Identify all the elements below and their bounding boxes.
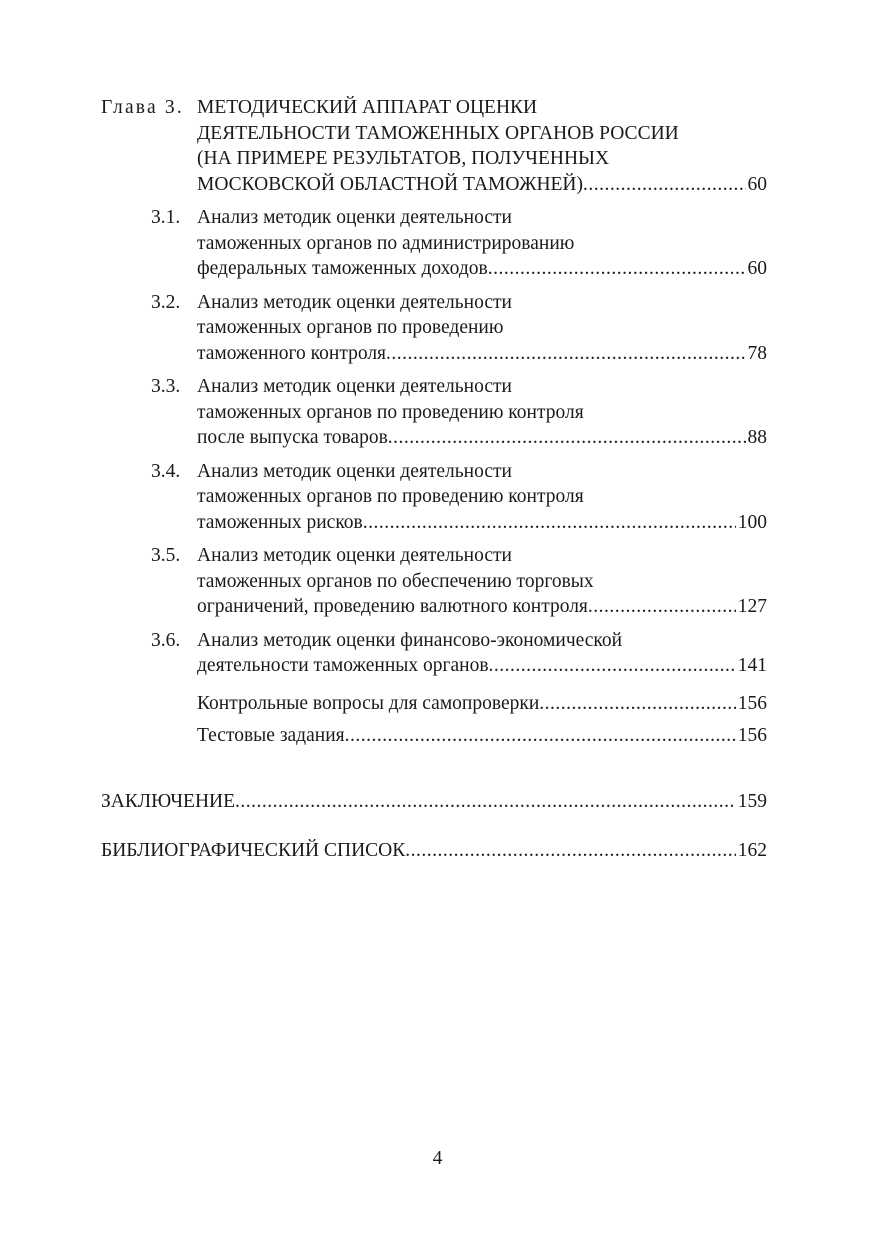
entry-title: БИБЛИОГРАФИЧЕСКИЙ СПИСОК: [101, 840, 406, 861]
section-title-line: Анализ методик оценки финансово-экономической: [197, 629, 623, 651]
toc-section-3-4: [101, 459, 767, 536]
chapter-title-line: ДЕЯТЕЛЬНОСТИ ТАМОЖЕННЫХ ОРГАНОВ РОССИИ: [197, 122, 679, 144]
section-title-line: таможенных органов по обеспечению торговых: [197, 570, 594, 592]
section-number: 3.2.: [151, 291, 181, 313]
section-title-line: ограничений, проведению валютного контроля: [197, 596, 588, 617]
chapter-title-line: МОСКОВСКОЙ ОБЛАСТНОЙ ТАМОЖНЕЙ): [197, 173, 584, 195]
toc-section-3-5: [101, 543, 767, 620]
section-title-line: таможенных органов по проведению контроля: [197, 401, 584, 423]
section-title-last-line: [197, 653, 767, 679]
toc-section-3-3: [101, 374, 767, 451]
toc-section-3-2: [101, 290, 767, 367]
section-title-line: Анализ методик оценки деятельности: [197, 460, 512, 482]
section-title-last-line: [197, 341, 767, 367]
section-title-line: Анализ методик оценки деятельности: [197, 291, 512, 313]
section-number: 3.5.: [151, 545, 181, 566]
leader-dots: [588, 594, 736, 620]
toc-section-3-1: [101, 205, 767, 282]
page-ref: 100: [737, 511, 767, 533]
section-title-last-line: [197, 594, 767, 620]
page-ref: 127: [737, 596, 767, 617]
section-title-line: таможенного контроля: [197, 342, 387, 364]
section-title-last-line: [197, 425, 767, 451]
chapter-title-line: (НА ПРИМЕРЕ РЕЗУЛЬТАТОВ, ПОЛУЧЕННЫХ: [197, 148, 610, 169]
page-ref: 60: [747, 173, 767, 195]
section-title-line: Анализ методик оценки деятельности: [197, 376, 512, 397]
leader-dots: [386, 341, 745, 367]
section-title-line: таможенных органов по проведению контроля: [197, 486, 584, 507]
section-title-line: Анализ методик оценки деятельности: [197, 207, 512, 228]
section-title-line: таможенных органов по проведению: [197, 317, 504, 338]
entry-title: Контрольные вопросы для самопроверки: [197, 692, 540, 714]
page-ref: 88: [747, 427, 767, 448]
leader-dots: [405, 838, 736, 864]
page-ref: 60: [747, 258, 767, 279]
toc-test-tasks: [101, 723, 767, 749]
leader-dots: [345, 723, 736, 749]
section-title-line: после выпуска товаров: [197, 427, 388, 448]
entry-title: Тестовые задания: [197, 725, 345, 746]
leader-dots: [363, 510, 736, 536]
page-ref: 162: [737, 840, 767, 861]
section-number: 3.3.: [151, 376, 181, 397]
section-title-line: деятельности таможенных органов: [197, 655, 489, 676]
section-title-line: таможенных органов по администрированию: [197, 232, 575, 254]
table-of-contents: [101, 95, 767, 864]
section-number: 3.6.: [151, 629, 181, 651]
section-title-line: таможенных рисков: [197, 511, 363, 533]
section-number: 3.1.: [151, 207, 181, 228]
leader-dots: [235, 789, 736, 815]
leader-dots: [539, 691, 735, 717]
leader-dots: [583, 172, 745, 198]
section-title-last-line: [197, 256, 767, 282]
page-ref: 159: [737, 790, 767, 812]
entry-title: ЗАКЛЮЧЕНИЕ: [101, 790, 236, 812]
page-ref: 141: [737, 655, 767, 676]
page-number: 4: [432, 1148, 443, 1169]
section-number: 3.4.: [151, 460, 181, 482]
leader-dots: [488, 256, 746, 282]
page-ref: 156: [737, 725, 767, 746]
page-ref: 78: [747, 342, 767, 364]
toc-bibliography: [101, 838, 767, 864]
leader-dots: [489, 653, 736, 679]
toc-chapter-3: [101, 95, 767, 197]
chapter-label: Глава 3.: [101, 97, 184, 118]
chapter-title-line: МЕТОДИЧЕСКИЙ АППАРАТ ОЦЕНКИ: [197, 97, 538, 118]
page-ref: 156: [737, 692, 767, 714]
toc-section-3-6: [101, 628, 767, 679]
section-title-line: Анализ методик оценки деятельности: [197, 545, 512, 566]
section-title-line: федеральных таможенных доходов: [197, 258, 488, 279]
toc-control-questions: [101, 691, 767, 717]
toc-conclusion: [101, 789, 767, 815]
leader-dots: [388, 425, 746, 451]
chapter-title-last-line: [197, 172, 767, 198]
section-title-last-line: [197, 510, 767, 536]
